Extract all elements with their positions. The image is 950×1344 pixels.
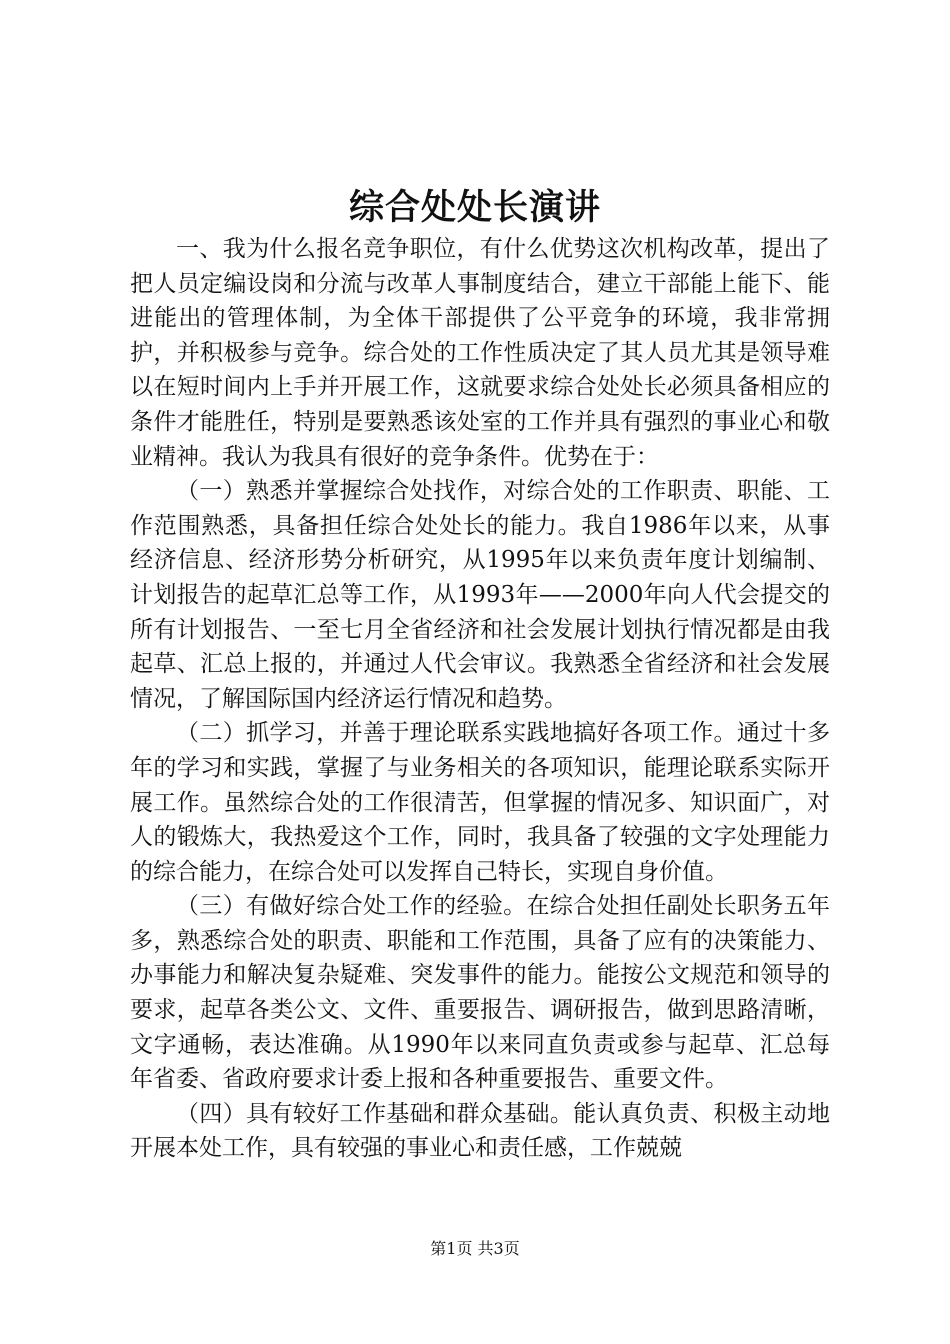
page-number-footer: 第1页 共3页 xyxy=(430,1239,520,1258)
paragraph-point-3: （三）有做好综合处工作的经验。在综合处担任副处长职务五年多，熟悉综合处的职责、职能和工作范围，具备了应有的决策能力、办事能力和解决复杂疑难、突发事件的能力。能按公文规范和领导的要求，起草各类公文、文件、重要报告、调研报告，做到思路清晰，文字通畅，表达准确。从1990年以来同直负责或参与起草、汇总每年省委、省政府要求计委上报和各种重要报告、重要文件。 xyxy=(130,893,830,1093)
paragraph-point-4: （四）具有较好工作基础和群众基础。能认真负责、积极主动地开展本处工作，具有较强的事业心和责任感，工作兢兢 xyxy=(130,1100,830,1162)
document-title: 综合处处长演讲 xyxy=(348,187,601,228)
paragraph-intro: 一、我为什么报名竞争职位，有什么优势这次机构改革，提出了把人员定编设岗和分流与改革人事制度结合，建立干部能上能下、能进能出的管理体制，为全体干部提供了公平竞争的环境，我非常拥护，并积极参与竞争。综合处的工作性质决定了其人员尤其是领导难以在短时间内上手并开展工作，这就要求综合处处长必须具备相应的条件才能胜任，特别是要熟悉该处室的工作并具有强烈的事业心和敬业精神。我认为我具有很好的竞争条件。优势在于： xyxy=(130,236,830,470)
document-body xyxy=(130,232,830,1166)
paragraph-point-2: （二）抓学习，并善于理论联系实践地搞好各项工作。通过十多年的学习和实践，掌握了与业务相关的各项知识，能理论联系实际开展工作。虽然综合处的工作很清苦，但掌握的情况多、知识面广，对人的锻炼大，我热爱这个工作，同时，我具备了较强的文字处理能力的综合能力，在综合处可以发挥自己特长，实现自身价值。 xyxy=(130,720,830,885)
paragraph-point-1: （一）熟悉并掌握综合处找作，对综合处的工作职责、职能、工作范围熟悉，具备担任综合处处长的能力。我自1986年以来，从事经济信息、经济形势分析研究，从1995年以来负责年度计划编制、计划报告的起草汇总等工作，从1993年——2000年向人代会提交的所有计划报告、一至七月全省经济和社会发展计划执行情况都是由我起草、汇总上报的，并通过人代会审议。我熟悉全省经济和社会发展情况，了解国际国内经济运行情况和趋势。 xyxy=(130,478,830,712)
